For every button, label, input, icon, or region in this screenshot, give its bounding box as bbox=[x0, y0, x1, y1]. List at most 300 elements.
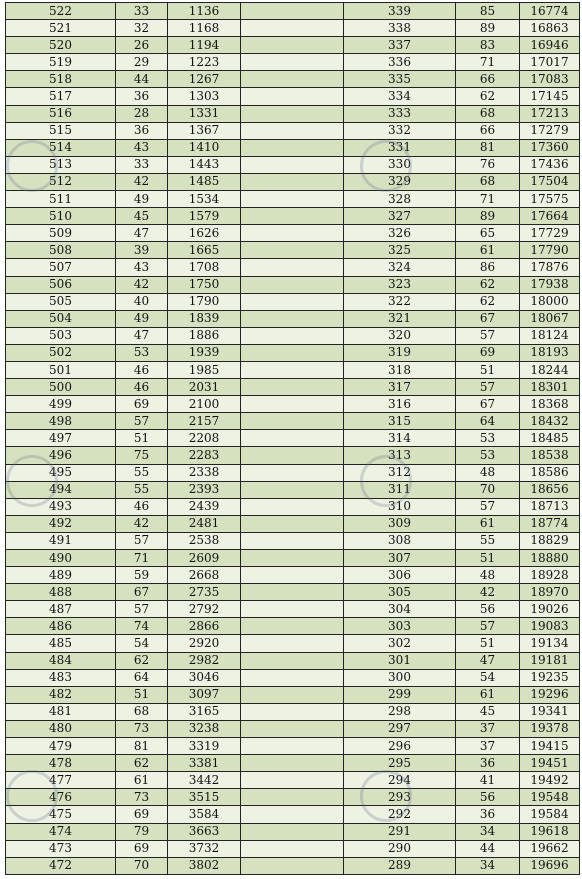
cell-cumulative-right: 17145 bbox=[520, 88, 580, 105]
table-row bbox=[6, 71, 580, 88]
cell-score: 484 bbox=[6, 652, 116, 669]
cell-score-right: 302 bbox=[344, 635, 456, 652]
cell-count-right: 42 bbox=[456, 584, 520, 601]
cell-count-right: 41 bbox=[456, 772, 520, 789]
cell-score-right: 318 bbox=[344, 361, 456, 378]
cell-score: 518 bbox=[6, 71, 116, 88]
cell-score: 497 bbox=[6, 430, 116, 447]
cell-cumulative: 2609 bbox=[168, 550, 241, 567]
cell-score: 503 bbox=[6, 327, 116, 344]
cell-score: 472 bbox=[6, 857, 116, 874]
cell-blank bbox=[241, 498, 344, 515]
cell-score: 474 bbox=[6, 823, 116, 840]
cell-cumulative-right: 18970 bbox=[520, 584, 580, 601]
cell-count-right: 85 bbox=[456, 3, 520, 20]
cell-cumulative-right: 17017 bbox=[520, 54, 580, 71]
cell-score-right: 306 bbox=[344, 567, 456, 584]
cell-score: 514 bbox=[6, 139, 116, 156]
cell-count-right: 67 bbox=[456, 396, 520, 413]
cell-cumulative-right: 17083 bbox=[520, 71, 580, 88]
cell-cumulative: 1331 bbox=[168, 105, 241, 122]
cell-count-right: 89 bbox=[456, 208, 520, 225]
cell-count: 46 bbox=[116, 379, 168, 396]
cell-score: 500 bbox=[6, 379, 116, 396]
cell-score-right: 298 bbox=[344, 703, 456, 720]
cell-count: 29 bbox=[116, 54, 168, 71]
cell-count-right: 51 bbox=[456, 550, 520, 567]
cell-count-right: 53 bbox=[456, 430, 520, 447]
cell-score: 515 bbox=[6, 122, 116, 139]
cell-score: 508 bbox=[6, 242, 116, 259]
cell-count: 36 bbox=[116, 88, 168, 105]
cell-blank bbox=[241, 105, 344, 122]
cell-count: 45 bbox=[116, 208, 168, 225]
cell-count: 74 bbox=[116, 618, 168, 635]
cell-cumulative: 3442 bbox=[168, 772, 241, 789]
table-row bbox=[6, 669, 580, 686]
cell-cumulative: 2208 bbox=[168, 430, 241, 447]
cell-cumulative: 1534 bbox=[168, 191, 241, 208]
cell-count-right: 66 bbox=[456, 122, 520, 139]
cell-score-right: 327 bbox=[344, 208, 456, 225]
cell-cumulative-right: 18774 bbox=[520, 515, 580, 532]
cell-count: 55 bbox=[116, 464, 168, 481]
cell-score: 490 bbox=[6, 550, 116, 567]
cell-count: 69 bbox=[116, 396, 168, 413]
cell-score: 486 bbox=[6, 618, 116, 635]
cell-cumulative-right: 19618 bbox=[520, 823, 580, 840]
table-row bbox=[6, 584, 580, 601]
cell-count-right: 56 bbox=[456, 601, 520, 618]
table-row bbox=[6, 806, 580, 823]
cell-score: 488 bbox=[6, 584, 116, 601]
cell-count-right: 86 bbox=[456, 259, 520, 276]
cell-blank bbox=[241, 139, 344, 156]
cell-cumulative: 3381 bbox=[168, 755, 241, 772]
cell-cumulative: 3046 bbox=[168, 669, 241, 686]
cell-score: 517 bbox=[6, 88, 116, 105]
table-row bbox=[6, 3, 580, 20]
table-row bbox=[6, 686, 580, 703]
cell-blank bbox=[241, 464, 344, 481]
cell-cumulative: 3732 bbox=[168, 840, 241, 857]
cell-blank bbox=[241, 755, 344, 772]
cell-cumulative-right: 19378 bbox=[520, 720, 580, 737]
cell-score: 506 bbox=[6, 276, 116, 293]
cell-count-right: 64 bbox=[456, 413, 520, 430]
cell-cumulative-right: 19415 bbox=[520, 738, 580, 755]
table-row bbox=[6, 122, 580, 139]
cell-count: 73 bbox=[116, 720, 168, 737]
cell-count-right: 70 bbox=[456, 481, 520, 498]
cell-count: 61 bbox=[116, 772, 168, 789]
cell-blank bbox=[241, 430, 344, 447]
cell-count-right: 37 bbox=[456, 720, 520, 737]
cell-cumulative: 1750 bbox=[168, 276, 241, 293]
cell-count: 47 bbox=[116, 225, 168, 242]
cell-blank bbox=[241, 276, 344, 293]
table-row bbox=[6, 173, 580, 190]
cell-score: 480 bbox=[6, 720, 116, 737]
cell-score: 522 bbox=[6, 3, 116, 20]
cell-count: 62 bbox=[116, 652, 168, 669]
cell-score: 475 bbox=[6, 806, 116, 823]
cell-count: 44 bbox=[116, 71, 168, 88]
cell-score-right: 323 bbox=[344, 276, 456, 293]
cell-score: 483 bbox=[6, 669, 116, 686]
cell-score: 520 bbox=[6, 37, 116, 54]
cell-blank bbox=[241, 3, 344, 20]
cell-cumulative: 2920 bbox=[168, 635, 241, 652]
table-row bbox=[6, 738, 580, 755]
cell-count-right: 34 bbox=[456, 823, 520, 840]
cell-blank bbox=[241, 550, 344, 567]
table-row bbox=[6, 191, 580, 208]
cell-cumulative-right: 17213 bbox=[520, 105, 580, 122]
cell-score-right: 334 bbox=[344, 88, 456, 105]
cell-cumulative: 1708 bbox=[168, 259, 241, 276]
cell-count: 32 bbox=[116, 20, 168, 37]
cell-score-right: 330 bbox=[344, 156, 456, 173]
cell-blank bbox=[241, 806, 344, 823]
table-row bbox=[6, 20, 580, 37]
cell-score-right: 314 bbox=[344, 430, 456, 447]
cell-count: 42 bbox=[116, 276, 168, 293]
table-row bbox=[6, 54, 580, 71]
cell-score-right: 321 bbox=[344, 310, 456, 327]
cell-score-right: 304 bbox=[344, 601, 456, 618]
cell-score-right: 301 bbox=[344, 652, 456, 669]
cell-count: 33 bbox=[116, 3, 168, 20]
cell-score: 498 bbox=[6, 413, 116, 430]
cell-blank bbox=[241, 618, 344, 635]
cell-blank bbox=[241, 54, 344, 71]
cell-count: 54 bbox=[116, 635, 168, 652]
cell-count: 69 bbox=[116, 840, 168, 857]
cell-score-right: 333 bbox=[344, 105, 456, 122]
cell-cumulative-right: 19181 bbox=[520, 652, 580, 669]
cell-count-right: 55 bbox=[456, 532, 520, 549]
cell-cumulative-right: 18928 bbox=[520, 567, 580, 584]
cell-cumulative: 1985 bbox=[168, 361, 241, 378]
cell-blank bbox=[241, 635, 344, 652]
cell-score-right: 313 bbox=[344, 447, 456, 464]
cell-cumulative-right: 18301 bbox=[520, 379, 580, 396]
cell-count: 46 bbox=[116, 361, 168, 378]
cell-blank bbox=[241, 601, 344, 618]
cell-blank bbox=[241, 396, 344, 413]
cell-blank bbox=[241, 37, 344, 54]
cell-score: 479 bbox=[6, 738, 116, 755]
cell-cumulative: 1485 bbox=[168, 173, 241, 190]
cell-count: 75 bbox=[116, 447, 168, 464]
cell-count-right: 67 bbox=[456, 310, 520, 327]
cell-cumulative: 2792 bbox=[168, 601, 241, 618]
cell-blank bbox=[241, 361, 344, 378]
cell-cumulative-right: 18432 bbox=[520, 413, 580, 430]
table-row bbox=[6, 618, 580, 635]
cell-count: 51 bbox=[116, 430, 168, 447]
cell-score-right: 319 bbox=[344, 344, 456, 361]
cell-cumulative: 2668 bbox=[168, 567, 241, 584]
cell-cumulative-right: 19584 bbox=[520, 806, 580, 823]
cell-count: 71 bbox=[116, 550, 168, 567]
table-row bbox=[6, 857, 580, 874]
cell-cumulative-right: 18067 bbox=[520, 310, 580, 327]
cell-score-right: 290 bbox=[344, 840, 456, 857]
cell-count: 57 bbox=[116, 601, 168, 618]
cell-blank bbox=[241, 344, 344, 361]
table-row bbox=[6, 481, 580, 498]
cell-count-right: 61 bbox=[456, 242, 520, 259]
cell-score-right: 315 bbox=[344, 413, 456, 430]
cell-cumulative: 3515 bbox=[168, 789, 241, 806]
table-row bbox=[6, 430, 580, 447]
cell-cumulative: 2338 bbox=[168, 464, 241, 481]
table-row bbox=[6, 327, 580, 344]
table-row bbox=[6, 772, 580, 789]
cell-count: 62 bbox=[116, 755, 168, 772]
cell-score-right: 322 bbox=[344, 293, 456, 310]
table-row bbox=[6, 225, 580, 242]
table-row bbox=[6, 88, 580, 105]
cell-cumulative-right: 19696 bbox=[520, 857, 580, 874]
cell-score: 513 bbox=[6, 156, 116, 173]
cell-count: 79 bbox=[116, 823, 168, 840]
cell-blank bbox=[241, 310, 344, 327]
cell-cumulative: 1267 bbox=[168, 71, 241, 88]
cell-cumulative: 1665 bbox=[168, 242, 241, 259]
cell-count-right: 34 bbox=[456, 857, 520, 874]
cell-blank bbox=[241, 173, 344, 190]
cell-count-right: 57 bbox=[456, 327, 520, 344]
table-row bbox=[6, 840, 580, 857]
cell-blank bbox=[241, 122, 344, 139]
table-row bbox=[6, 567, 580, 584]
score-distribution-table bbox=[5, 2, 580, 875]
cell-count: 28 bbox=[116, 105, 168, 122]
table-row bbox=[6, 720, 580, 737]
cell-blank bbox=[241, 242, 344, 259]
cell-score-right: 326 bbox=[344, 225, 456, 242]
cell-score: 485 bbox=[6, 635, 116, 652]
cell-score-right: 307 bbox=[344, 550, 456, 567]
cell-score: 493 bbox=[6, 498, 116, 515]
cell-cumulative-right: 18586 bbox=[520, 464, 580, 481]
cell-cumulative: 2283 bbox=[168, 447, 241, 464]
cell-cumulative: 2393 bbox=[168, 481, 241, 498]
cell-blank bbox=[241, 772, 344, 789]
cell-score-right: 300 bbox=[344, 669, 456, 686]
table-row bbox=[6, 37, 580, 54]
cell-cumulative-right: 17279 bbox=[520, 122, 580, 139]
cell-cumulative: 3802 bbox=[168, 857, 241, 874]
cell-cumulative: 1579 bbox=[168, 208, 241, 225]
cell-cumulative-right: 17575 bbox=[520, 191, 580, 208]
cell-cumulative: 1303 bbox=[168, 88, 241, 105]
cell-count: 26 bbox=[116, 37, 168, 54]
cell-cumulative-right: 18244 bbox=[520, 361, 580, 378]
cell-score: 499 bbox=[6, 396, 116, 413]
cell-score-right: 309 bbox=[344, 515, 456, 532]
cell-cumulative: 2735 bbox=[168, 584, 241, 601]
table-row bbox=[6, 361, 580, 378]
cell-count: 51 bbox=[116, 686, 168, 703]
cell-score: 519 bbox=[6, 54, 116, 71]
cell-cumulative: 2439 bbox=[168, 498, 241, 515]
cell-count-right: 57 bbox=[456, 498, 520, 515]
cell-score-right: 308 bbox=[344, 532, 456, 549]
table-row bbox=[6, 259, 580, 276]
cell-cumulative-right: 18193 bbox=[520, 344, 580, 361]
cell-score: 473 bbox=[6, 840, 116, 857]
cell-count: 53 bbox=[116, 344, 168, 361]
cell-blank bbox=[241, 720, 344, 737]
cell-score-right: 299 bbox=[344, 686, 456, 703]
table-row bbox=[6, 550, 580, 567]
table-row bbox=[6, 703, 580, 720]
cell-cumulative-right: 18485 bbox=[520, 430, 580, 447]
cell-cumulative-right: 17504 bbox=[520, 173, 580, 190]
table-row bbox=[6, 156, 580, 173]
cell-count-right: 47 bbox=[456, 652, 520, 669]
cell-count-right: 89 bbox=[456, 20, 520, 37]
cell-count: 36 bbox=[116, 122, 168, 139]
cell-count: 40 bbox=[116, 293, 168, 310]
cell-cumulative: 3165 bbox=[168, 703, 241, 720]
cell-count-right: 66 bbox=[456, 71, 520, 88]
cell-count: 64 bbox=[116, 669, 168, 686]
cell-cumulative: 2100 bbox=[168, 396, 241, 413]
table-row bbox=[6, 139, 580, 156]
table-row bbox=[6, 344, 580, 361]
cell-score: 512 bbox=[6, 173, 116, 190]
cell-count-right: 57 bbox=[456, 618, 520, 635]
cell-count-right: 37 bbox=[456, 738, 520, 755]
cell-cumulative: 3097 bbox=[168, 686, 241, 703]
cell-score-right: 325 bbox=[344, 242, 456, 259]
cell-score-right: 328 bbox=[344, 191, 456, 208]
cell-cumulative: 3663 bbox=[168, 823, 241, 840]
cell-cumulative-right: 19026 bbox=[520, 601, 580, 618]
table-row bbox=[6, 755, 580, 772]
cell-cumulative: 1168 bbox=[168, 20, 241, 37]
cell-score: 487 bbox=[6, 601, 116, 618]
cell-score: 494 bbox=[6, 481, 116, 498]
cell-cumulative-right: 19083 bbox=[520, 618, 580, 635]
cell-cumulative: 2538 bbox=[168, 532, 241, 549]
cell-cumulative-right: 16863 bbox=[520, 20, 580, 37]
cell-cumulative: 2481 bbox=[168, 515, 241, 532]
cell-score: 478 bbox=[6, 755, 116, 772]
cell-cumulative-right: 18880 bbox=[520, 550, 580, 567]
cell-score-right: 320 bbox=[344, 327, 456, 344]
cell-score-right: 310 bbox=[344, 498, 456, 515]
cell-count: 55 bbox=[116, 481, 168, 498]
cell-count-right: 57 bbox=[456, 379, 520, 396]
cell-count-right: 62 bbox=[456, 88, 520, 105]
cell-score-right: 338 bbox=[344, 20, 456, 37]
cell-cumulative: 2982 bbox=[168, 652, 241, 669]
table-row bbox=[6, 293, 580, 310]
cell-count: 42 bbox=[116, 515, 168, 532]
cell-count-right: 69 bbox=[456, 344, 520, 361]
table-row bbox=[6, 379, 580, 396]
cell-score: 476 bbox=[6, 789, 116, 806]
cell-count-right: 83 bbox=[456, 37, 520, 54]
cell-score-right: 312 bbox=[344, 464, 456, 481]
cell-score: 496 bbox=[6, 447, 116, 464]
cell-count-right: 65 bbox=[456, 225, 520, 242]
cell-blank bbox=[241, 71, 344, 88]
cell-cumulative-right: 18656 bbox=[520, 481, 580, 498]
cell-count-right: 61 bbox=[456, 686, 520, 703]
cell-cumulative-right: 19548 bbox=[520, 789, 580, 806]
cell-cumulative-right: 19662 bbox=[520, 840, 580, 857]
cell-cumulative: 1367 bbox=[168, 122, 241, 139]
cell-cumulative-right: 19492 bbox=[520, 772, 580, 789]
cell-cumulative-right: 17938 bbox=[520, 276, 580, 293]
cell-cumulative-right: 19296 bbox=[520, 686, 580, 703]
cell-cumulative: 1136 bbox=[168, 3, 241, 20]
cell-score: 509 bbox=[6, 225, 116, 242]
cell-count-right: 45 bbox=[456, 703, 520, 720]
cell-blank bbox=[241, 567, 344, 584]
cell-cumulative-right: 16774 bbox=[520, 3, 580, 20]
cell-count-right: 56 bbox=[456, 789, 520, 806]
cell-count: 33 bbox=[116, 156, 168, 173]
cell-count: 42 bbox=[116, 173, 168, 190]
cell-cumulative: 1626 bbox=[168, 225, 241, 242]
cell-cumulative: 2157 bbox=[168, 413, 241, 430]
cell-score-right: 324 bbox=[344, 259, 456, 276]
cell-cumulative-right: 18124 bbox=[520, 327, 580, 344]
cell-count: 49 bbox=[116, 191, 168, 208]
cell-cumulative-right: 17876 bbox=[520, 259, 580, 276]
cell-count: 46 bbox=[116, 498, 168, 515]
cell-score: 492 bbox=[6, 515, 116, 532]
cell-count-right: 61 bbox=[456, 515, 520, 532]
cell-count: 70 bbox=[116, 857, 168, 874]
cell-count: 69 bbox=[116, 806, 168, 823]
cell-blank bbox=[241, 532, 344, 549]
cell-cumulative: 1410 bbox=[168, 139, 241, 156]
cell-score-right: 293 bbox=[344, 789, 456, 806]
cell-blank bbox=[241, 259, 344, 276]
cell-blank bbox=[241, 156, 344, 173]
cell-count: 67 bbox=[116, 584, 168, 601]
cell-count-right: 81 bbox=[456, 139, 520, 156]
table-row bbox=[6, 242, 580, 259]
cell-cumulative: 1839 bbox=[168, 310, 241, 327]
table-row bbox=[6, 789, 580, 806]
cell-cumulative-right: 18368 bbox=[520, 396, 580, 413]
cell-score-right: 292 bbox=[344, 806, 456, 823]
cell-blank bbox=[241, 738, 344, 755]
cell-blank bbox=[241, 413, 344, 430]
cell-score-right: 339 bbox=[344, 3, 456, 20]
cell-blank bbox=[241, 584, 344, 601]
table-row bbox=[6, 635, 580, 652]
cell-blank bbox=[241, 88, 344, 105]
cell-blank bbox=[241, 652, 344, 669]
cell-cumulative-right: 19451 bbox=[520, 755, 580, 772]
cell-score-right: 289 bbox=[344, 857, 456, 874]
cell-cumulative: 2031 bbox=[168, 379, 241, 396]
table-row bbox=[6, 532, 580, 549]
cell-blank bbox=[241, 686, 344, 703]
cell-score: 521 bbox=[6, 20, 116, 37]
